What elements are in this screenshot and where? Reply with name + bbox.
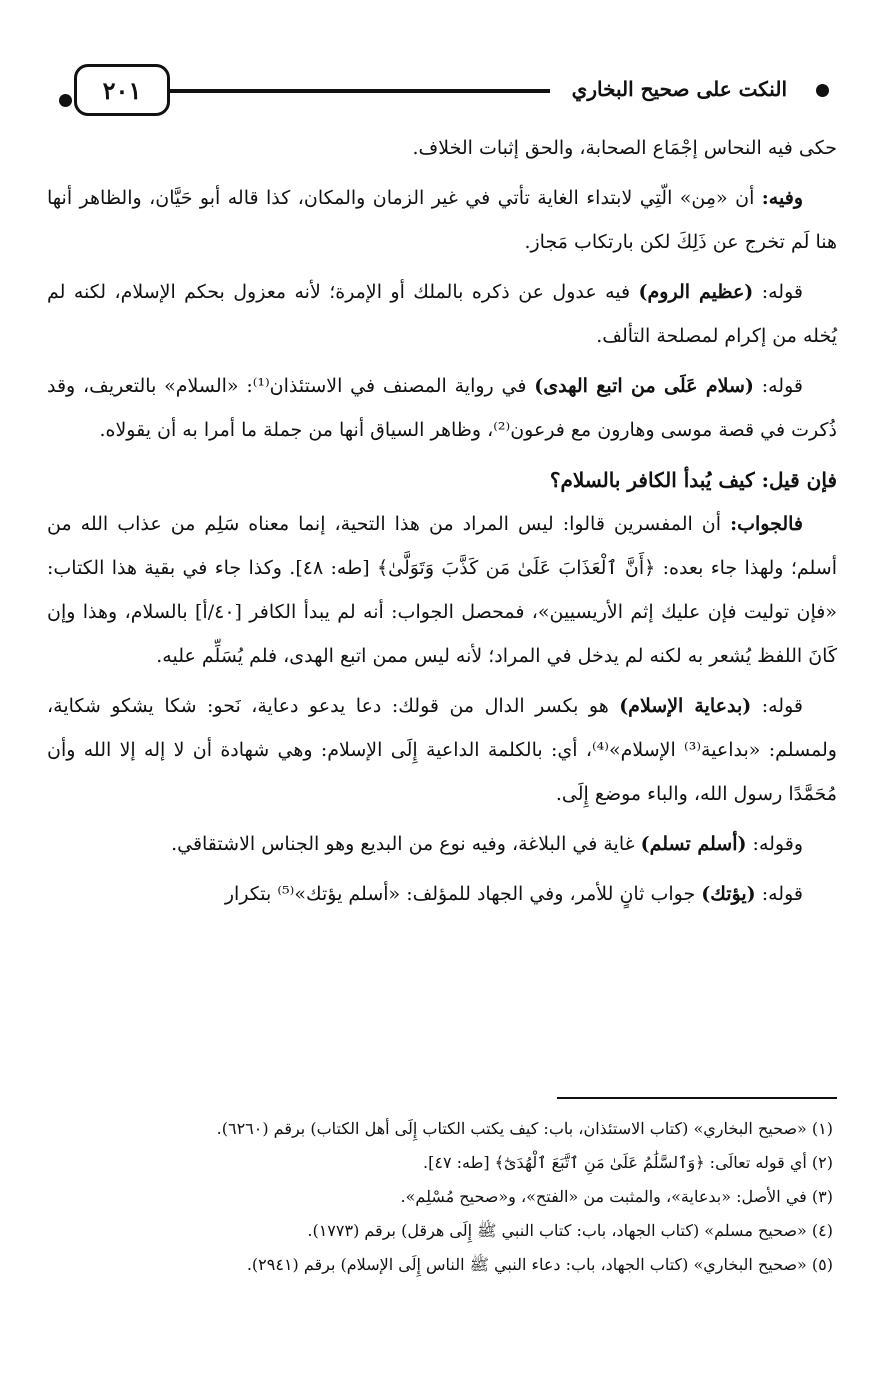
text-run: حكى فيه النحاس إجْمَاع الصحابة، والحق إثبات الخلاف. [412, 137, 837, 159]
bold-phrase: وفيه: [761, 187, 803, 209]
body-paragraph [47, 364, 837, 452]
bold-phrase: فالجواب: [730, 513, 803, 535]
running-header-title: النكت على صحيح البخاري [571, 77, 787, 101]
text-run: وقوله: [746, 833, 803, 855]
body-paragraph [47, 872, 837, 916]
bold-phrase: (بدعاية الإسلام) [619, 695, 752, 717]
header-rule [168, 89, 550, 93]
body-paragraph [47, 684, 837, 816]
header-bullet-right [816, 84, 829, 97]
bold-phrase: (عظيم الروم) [638, 281, 754, 303]
main-text [47, 126, 837, 922]
body-paragraph [47, 126, 837, 170]
text-run: فيه عدول عن ذكره بالملك أو الإمرة؛ لأنه معزول بحكم الإسلام، لكنه لم يُخله من إكرام لمصلحة التألف. [47, 281, 837, 347]
text-run: غاية في البلاغة، وفيه نوع من البديع وهو الجناس الاشتقاقي. [171, 833, 641, 855]
text-run: هو بكسر الدال من قولك: دعا يدعو دعاية، نَحو: شكا يشكو شكاية، ولمسلم: «بداعية⁽³⁾ الإسلام»⁽⁴⁾، أي: بالكلمة الداعية إِلَى الإسلام: وهي شهادة أن لا إله إلا الله وأن مُحَمَّدًا رسول الله، والباء موضع إِلَى. [47, 695, 837, 805]
footnote-item: (٤) «صحيح مسلم» (كتاب الجهاد، باب: كتاب النبي ﷺ إِلَى هرقل) برقم (١٧٧٣). [307, 1221, 833, 1240]
header-bullet-left [59, 94, 72, 107]
footnote-item: (٢) أي قوله تعالَى: ﴿وَٱلسَّلَٰمُ عَلَىٰ مَنِ ٱتَّبَعَ ٱلْهُدَىٰٓ﴾ [طه: ٤٧]. [423, 1153, 833, 1172]
text-run: أن «مِن» الّتِي لابتداء الغاية تأتي في غير الزمان والمكان، كذا قاله أبو حَيَّان، والظاهر أنها هنا لَم تخرج عن ذَلِكَ لكن بارتكاب مَجاز. [47, 187, 837, 253]
body-paragraph [47, 822, 837, 866]
footnotes [47, 1112, 833, 1282]
text-run: قوله: [755, 883, 803, 905]
text-run: قوله: [753, 375, 803, 397]
text-run: قوله: [753, 281, 803, 303]
page-number-box [74, 64, 170, 116]
text-run: جواب ثانٍ للأمر، وفي الجهاد للمؤلف: «أسلم يؤتك»⁽⁵⁾ بتكرار [224, 883, 702, 905]
bold-phrase: (سلام عَلَى من اتبع الهدى) [534, 375, 754, 397]
question-heading [47, 458, 837, 502]
bold-phrase: (أسلم تسلم) [640, 833, 747, 855]
page-number: ٢٠١ [102, 75, 142, 105]
footnote-item: (٥) «صحيح البخاري» (كتاب الجهاد، باب: دعاء النبي ﷺ الناس إِلَى الإسلام) برقم (٢٩٤١). [246, 1255, 833, 1274]
footnote-separator [557, 1097, 837, 1099]
text-run: قوله: [751, 695, 803, 717]
text-run: في رواية المصنف في الاستئذان⁽¹⁾: «السلام» بالتعريف، وقد ذُكرت في قصة موسى وهارون مع فرعون⁽²⁾، وظاهر السياق أنها من جملة ما أمرا به أن يقولاه. [47, 375, 837, 441]
footnote-item: (١) «صحيح البخاري» (كتاب الاستئذان، باب: كيف يكتب الكتاب إِلَى أهل الكتاب) برقم (٦٢٦٠). [216, 1119, 833, 1138]
body-paragraph [47, 502, 837, 678]
bold-phrase: (يؤتك) [701, 883, 756, 905]
footnote-item: (٣) في الأصل: «بدعاية»، والمثبت من «الفتح»، و«صحيح مُسْلِم». [400, 1187, 833, 1206]
body-paragraph [47, 176, 837, 264]
bold-phrase: فإن قيل: كيف يُبدأ الكافر بالسلام؟ [549, 468, 837, 492]
text-run: أن المفسرين قالوا: ليس المراد من هذا التحية، إنما معناه سَلِم من عذاب الله من أسلم؛ ولهذا جاء بعده: ﴿أَنَّ ٱلْعَذَابَ عَلَىٰ مَن كَذَّبَ وَتَوَلَّىٰ﴾ [طه: ٤٨]. وكذا جاء في بقية هذا الكتاب: «فإن توليت فإن عليك إثم الأريسيين»، فمحصل الجواب: أنه لم يبدأ الكافر [٤٠/أ] بالسلام، وهذا وإن كَانَ اللفظ يُشعر به لكنه لم يدخل في المراد؛ لأنه ليس ممن اتبع الهدى، فلم يُسَلِّم عليه. [47, 513, 837, 667]
body-paragraph [47, 270, 837, 358]
